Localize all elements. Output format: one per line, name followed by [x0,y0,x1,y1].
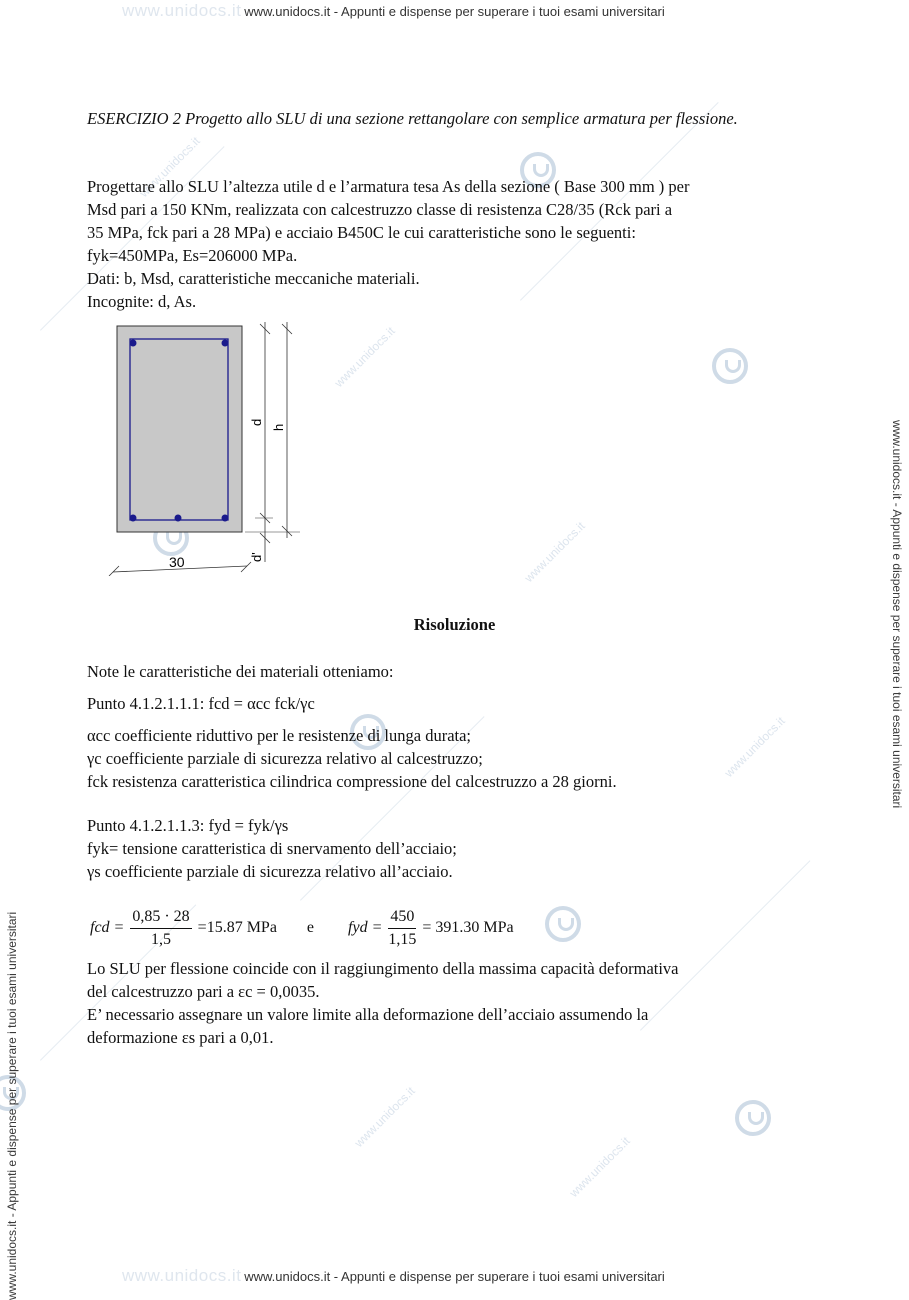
watermark-bottom [0,1266,909,1285]
punto-fcd: Punto 4.1.2.1.1.1: fcd = αcc fck/γc [87,694,315,713]
fyd-result: = 391.30 MPa [422,919,514,937]
label-h: h [271,423,286,431]
label-base: 30 [169,554,185,570]
watermark-left: www.unidocs.it - Appunti e dispense per superare i tuoi esami universitari [5,911,19,1300]
watermark-logo-icon [712,348,748,384]
watermark-logo-icon [545,906,581,942]
gamma-s-def: γs coefficiente parziale di sicurezza relativo all’acciaio. [87,862,453,881]
alpha-def: αcc coefficiente riduttivo per le resistenze di lunga durata; [87,726,472,745]
watermark-ghost-left: www.unidocs.it [122,1266,242,1285]
fyd-fraction [388,906,416,951]
watermark-diagonal-text: www.unidocs.it [521,518,588,586]
formula-separator: e [306,919,315,937]
conclusion-line: Lo SLU per flessione coincide con il raggiungimento della massima capacità deformativa [87,959,679,978]
watermark-top-text: www.unidocs.it - Appunti e dispense per superare i tuoi esami universitari [244,4,665,19]
watermark-diagonal-text: www.unidocs.it [331,323,398,391]
watermark-diagonal-text: www.unidocs.it [721,713,788,781]
watermark-diagonal-text: www.unidocs.it [136,133,203,201]
fcd-numerator: 0,85 · 28 [130,906,191,929]
label-dprime: d' [249,552,264,562]
watermark-right: www.unidocs.it - Appunti e dispense per superare i tuoi esami universitari [890,420,904,809]
problem-statement [87,175,822,313]
conclusion-line: del calcestruzzo pari a εc = 0,0035. [87,982,320,1001]
intro-line: 35 MPa, fck pari a 28 MPa) e acciaio B450C le cui caratteristiche sono le seguenti: [87,223,636,242]
gamma-c-def: γc coefficiente parziale di sicurezza relativo al calcestruzzo; [87,749,483,768]
section-diagram [105,316,305,576]
intro-line: Msd pari a 150 KNm, realizzata con calcestruzzo classe di resistenza C28/35 (Rck pari a [87,200,673,219]
rebar-top-right [222,340,229,347]
intro-line: Incognite: d, As. [87,292,197,311]
watermark-logo-icon [735,1100,771,1136]
watermark-ghost-left: www.unidocs.it [122,1,242,20]
fyd-numerator: 450 [388,906,416,929]
watermark-diagonal-text: www.unidocs.it [566,1133,633,1201]
notes-intro: Note le caratteristiche dei materiali otteniamo: [87,662,394,681]
fyd-denominator: 1,15 [388,931,417,948]
fck-def: fck resistenza caratteristica cilindrica compressione del calcestruzzo a 28 giorni. [87,772,617,791]
fcd-fraction [130,906,191,951]
notes-block-steel [87,814,822,883]
intro-line: Dati: b, Msd, caratteristiche meccaniche materiali. [87,269,420,288]
rebar-bottom-right [222,515,229,522]
fcd-lhs: fcd = [90,919,125,937]
punto-fyd: Punto 4.1.2.1.1.3: fyd = fyk/γs [87,816,289,835]
formula-row [90,906,514,951]
conclusion-line: E’ necessario assegnare un valore limite alla deformazione dell’acciaio assumendo la [87,1005,649,1024]
concrete-section [117,326,242,532]
conclusion-line: deformazione εs pari a 0,01. [87,1028,274,1047]
fcd-denominator: 1,5 [151,931,171,948]
intro-line: fyk=450MPa, Es=206000 MPa. [87,246,298,265]
rebar-bottom-left [130,515,137,522]
exercise-title-text: ESERCIZIO 2 Progetto allo SLU di una sezione rettangolare con semplice armatura per flessione. [87,109,738,128]
fyk-def: fyk= tensione caratteristica di snervamento dell’acciaio; [87,839,457,858]
intro-line: Progettare allo SLU l’altezza utile d e l’armatura tesa As della sezione ( Base 300 mm ) per [87,177,690,196]
notes-block [87,660,822,793]
label-d: d [249,418,264,426]
section-heading: Risoluzione [413,615,496,634]
watermark-diagonal-text: www.unidocs.it [351,1083,418,1151]
fyd-lhs: fyd = [348,919,383,937]
watermark-bottom-text: www.unidocs.it - Appunti e dispense per superare i tuoi esami universitari [244,1269,665,1284]
fcd-result: =15.87 MPa [197,919,277,937]
conclusion-block [87,957,822,1049]
rebar-bottom-mid [175,515,182,522]
exercise-title [87,107,822,130]
watermark-top [0,1,909,20]
rebar-top-left [130,340,137,347]
